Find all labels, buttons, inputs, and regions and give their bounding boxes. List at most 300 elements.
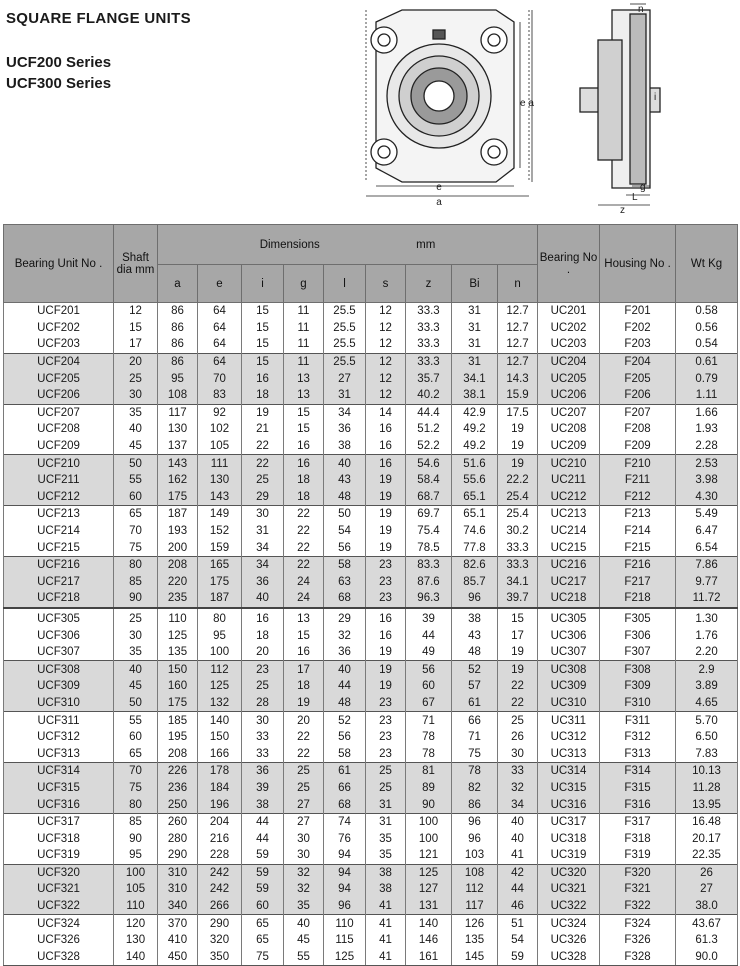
table-cell: 20 [114,353,158,370]
table-cell: 150 [158,661,198,678]
table-cell: UC209 [538,438,600,455]
table-cell: UC320 [538,864,600,881]
table-cell: 236 [158,780,198,797]
table-cell: F306 [600,627,676,644]
table-cell: 30 [114,387,158,404]
table-cell: 74.6 [452,523,498,540]
table-cell: 15 [284,404,324,421]
table-cell: 59 [242,881,284,898]
table-cell: 42.9 [452,404,498,421]
table-cell: 30 [284,830,324,847]
table-cell: 410 [158,932,198,949]
table-row [4,830,738,847]
table-cell: UC216 [538,556,600,573]
table-cell: 69.7 [406,506,452,523]
table-cell: 7.83 [676,745,738,762]
table-cell: 1.11 [676,387,738,404]
table-cell: 40.2 [406,387,452,404]
table-cell: 44 [242,830,284,847]
table-cell: 31 [324,387,366,404]
table-cell: 31 [366,796,406,813]
table-cell: F316 [600,796,676,813]
table-cell: UC328 [538,949,600,966]
table-cell: F211 [600,472,676,489]
table-cell: UCF324 [4,915,114,932]
table-cell: 0.61 [676,353,738,370]
table-cell: 70 [114,523,158,540]
table-cell: 290 [158,847,198,864]
table-cell: 19 [498,438,538,455]
table-cell: 70 [114,763,158,780]
table-cell: 126 [452,915,498,932]
table-cell: UC322 [538,898,600,915]
table-row [4,864,738,881]
table-cell: 58 [324,556,366,573]
table-cell: 290 [198,915,242,932]
table-cell: UC201 [538,303,600,320]
table-cell: 58.4 [406,472,452,489]
table-cell: 32 [324,627,366,644]
table-cell: 38 [366,881,406,898]
table-cell: 34 [242,556,284,573]
table-cell: 1.93 [676,421,738,438]
bolt-hole-bl [371,139,397,165]
table-cell: 41 [366,949,406,966]
table-cell: 130 [198,472,242,489]
table-cell: 25 [114,608,158,628]
table-cell: 92 [198,404,242,421]
table-cell: 43.67 [676,915,738,932]
table-cell: 105 [198,438,242,455]
table-cell: 121 [406,847,452,864]
table-row [4,303,738,320]
table-cell: 15 [242,320,284,337]
table-cell: 90.0 [676,949,738,966]
table-cell: F320 [600,864,676,881]
table-cell: 19 [498,421,538,438]
table-cell: 166 [198,745,242,762]
dim-label-i: i [654,92,657,103]
front-view-drawing [354,0,544,210]
table-row [4,370,738,387]
table-row [4,421,738,438]
table-cell: 90 [406,796,452,813]
table-cell: 12 [366,370,406,387]
table-cell: 2.53 [676,455,738,472]
table-cell: UCF212 [4,489,114,506]
table-cell: 85 [114,813,158,830]
table-cell: 55 [284,949,324,966]
table-cell: 117 [452,898,498,915]
table-cell: 45 [114,678,158,695]
table-cell: 27 [284,813,324,830]
table-cell: F309 [600,678,676,695]
table-cell: 31 [452,353,498,370]
table-cell: 14.3 [498,370,538,387]
table-cell: 27 [284,796,324,813]
table-cell: 18 [242,387,284,404]
table-cell: 12 [366,320,406,337]
table-cell: UCF201 [4,303,114,320]
header-dim-a: a [158,265,198,303]
table-row [4,745,738,762]
table-cell: 137 [158,438,198,455]
table-cell: 15 [498,608,538,628]
table-cell: 51.2 [406,421,452,438]
table-cell: 96 [452,590,498,608]
table-cell: 30 [242,712,284,729]
table-cell: 86 [158,353,198,370]
table-row [4,695,738,712]
table-cell: 25 [242,472,284,489]
table-cell: UC211 [538,472,600,489]
table-cell: 60 [114,729,158,746]
table-cell: 34.1 [498,574,538,591]
table-cell: 16 [366,608,406,628]
table-cell: 22 [284,539,324,556]
table-cell: 56 [406,661,452,678]
table-cell: 105 [114,881,158,898]
table-cell: F312 [600,729,676,746]
table-cell: 22.35 [676,847,738,864]
table-cell: UC205 [538,370,600,387]
table-cell: 27 [324,370,366,387]
table-cell: 185 [158,712,198,729]
table-cell: 54 [498,932,538,949]
table-cell: 18 [242,627,284,644]
header-dim-n: n [498,265,538,303]
table-cell: 45 [284,932,324,949]
table-cell: UCF308 [4,661,114,678]
table-cell: 43 [452,627,498,644]
table-cell: 40 [498,813,538,830]
table-cell: 175 [158,695,198,712]
table-cell: 45 [114,438,158,455]
table-cell: 60 [242,898,284,915]
table-cell: 175 [158,489,198,506]
table-cell: 108 [158,387,198,404]
dimensions-label: Dimensions [259,238,320,251]
table-cell: 14 [366,404,406,421]
table-cell: 42 [498,864,538,881]
table-cell: 13 [284,387,324,404]
table-cell: 33 [242,745,284,762]
table-cell: 159 [198,539,242,556]
table-cell: 15 [242,336,284,353]
table-cell: 68.7 [406,489,452,506]
table-cell: 19 [366,661,406,678]
table-cell: 66 [452,712,498,729]
table-cell: 6.50 [676,729,738,746]
table-cell: UC318 [538,830,600,847]
table-cell: 60 [114,489,158,506]
table-cell: 82 [452,780,498,797]
table-cell: 40 [242,590,284,608]
table-row [4,472,738,489]
table-cell: 70 [198,370,242,387]
table-cell: 25.4 [498,506,538,523]
table-cell: 0.54 [676,336,738,353]
table-cell: 81 [406,763,452,780]
table-cell: 36 [242,574,284,591]
table-cell: 86 [158,336,198,353]
table-cell: 22 [284,523,324,540]
header-bearing-unit: Bearing Unit No . [4,225,114,303]
table-cell: 100 [406,813,452,830]
table-cell: 11.72 [676,590,738,608]
table-cell: F314 [600,763,676,780]
table-cell: 95 [158,370,198,387]
dim-label-L: L [632,192,638,203]
table-row [4,336,738,353]
table-cell: 55 [114,712,158,729]
table-cell: 161 [406,949,452,966]
table-cell: 220 [158,574,198,591]
table-cell: 32 [284,864,324,881]
table-cell: 35.7 [406,370,452,387]
table-cell: 44 [324,678,366,695]
header-wt: Wt Kg [676,225,738,303]
dim-label-g: g [640,182,646,193]
table-cell: 41 [366,932,406,949]
table-cell: 260 [158,813,198,830]
table-cell: 24 [284,590,324,608]
table-cell: 40 [114,421,158,438]
table-cell: 80 [198,608,242,628]
header-dim-bi: Bi [452,265,498,303]
table-cell: UC315 [538,780,600,797]
table-cell: F214 [600,523,676,540]
table-cell: 16 [242,608,284,628]
table-cell: 65 [242,932,284,949]
table-cell: 46 [498,898,538,915]
table-row [4,489,738,506]
table-cell: 5.70 [676,712,738,729]
table-cell: 131 [406,898,452,915]
table-row [4,627,738,644]
table-cell: 350 [198,949,242,966]
table-cell: 87.6 [406,574,452,591]
table-cell: 9.77 [676,574,738,591]
table-cell: 13 [284,608,324,628]
table-cell: 10.13 [676,763,738,780]
table-cell: 35 [114,404,158,421]
table-cell: 127 [406,881,452,898]
table-row [4,455,738,472]
table-cell: 40 [284,915,324,932]
table-cell: 60 [406,678,452,695]
table-cell: 26 [498,729,538,746]
table-cell: 44.4 [406,404,452,421]
table-cell: 64 [198,336,242,353]
table-cell: 40 [498,830,538,847]
table-row [4,539,738,556]
table-cell: 110 [158,608,198,628]
table-cell: 15 [242,353,284,370]
table-cell: F317 [600,813,676,830]
table-cell: 86 [452,796,498,813]
table-cell: F319 [600,847,676,864]
table-cell: 35 [366,847,406,864]
table-cell: 44 [406,627,452,644]
table-cell: 149 [198,506,242,523]
table-cell: 75 [242,949,284,966]
table-cell: 19 [498,455,538,472]
table-cell: UC305 [538,608,600,628]
header-shaft-dia: Shaft dia mm [114,225,158,303]
header-housing-no: Housing No . [600,225,676,303]
table-cell: UCF217 [4,574,114,591]
table-cell: 6.47 [676,523,738,540]
dim-label-ea: e a [520,98,534,109]
table-cell: 19 [284,695,324,712]
table-cell: UC316 [538,796,600,813]
table-row [4,404,738,421]
table-cell: 96.3 [406,590,452,608]
table-cell: 108 [452,864,498,881]
table-cell: 162 [158,472,198,489]
dim-label-z: z [620,205,625,216]
table-cell: 56 [324,729,366,746]
table-cell: UC321 [538,881,600,898]
table-cell: 33 [498,763,538,780]
table-cell: 208 [158,745,198,762]
table-cell: F216 [600,556,676,573]
table-cell: 25 [366,763,406,780]
table-cell: UCF319 [4,847,114,864]
table-cell: 25.5 [324,353,366,370]
table-cell: UCF305 [4,608,114,628]
table-cell: UC213 [538,506,600,523]
table-cell: 20 [242,644,284,661]
table-cell: 38 [366,864,406,881]
table-cell: 0.56 [676,320,738,337]
table-cell: 23 [366,729,406,746]
table-cell: UCF306 [4,627,114,644]
table-cell: 20.17 [676,830,738,847]
table-cell: 21 [242,421,284,438]
table-cell: 12 [366,353,406,370]
table-cell: UCF206 [4,387,114,404]
table-cell: UC319 [538,847,600,864]
table-cell: 15 [284,421,324,438]
table-cell: UCF207 [4,404,114,421]
table-cell: 11 [284,336,324,353]
table-cell: 18 [284,489,324,506]
table-cell: UC326 [538,932,600,949]
table-cell: 25 [284,780,324,797]
table-cell: 75.4 [406,523,452,540]
table-cell: 178 [198,763,242,780]
table-cell: 48 [452,644,498,661]
table-cell: 250 [158,796,198,813]
table-cell: 235 [158,590,198,608]
table-cell: 16 [284,644,324,661]
header-dim-z: z [406,265,452,303]
table-cell: 33.3 [498,556,538,573]
table-cell: 132 [198,695,242,712]
table-cell: 41 [366,898,406,915]
table-cell: 25.5 [324,320,366,337]
table-cell: F322 [600,898,676,915]
table-cell: 36 [324,421,366,438]
table-cell: 15 [284,627,324,644]
table-row [4,661,738,678]
header-dim-l: l [324,265,366,303]
table-row [4,898,738,915]
table-cell: 82.6 [452,556,498,573]
table-cell: UCF209 [4,438,114,455]
table-cell: 15.9 [498,387,538,404]
table-cell: 80 [114,796,158,813]
table-cell: 15 [114,320,158,337]
table-cell: 80 [114,556,158,573]
table-row [4,932,738,949]
table-cell: 216 [198,830,242,847]
table-cell: 64 [198,303,242,320]
table-cell: 52 [452,661,498,678]
table-cell: UCF216 [4,556,114,573]
table-cell: F205 [600,370,676,387]
table-cell: 61 [452,695,498,712]
table-cell: 56 [324,539,366,556]
table-cell: UC208 [538,421,600,438]
table-cell: UCF307 [4,644,114,661]
table-cell: 35 [114,644,158,661]
table-cell: 208 [158,556,198,573]
table-cell: 23 [366,590,406,608]
table-cell: 77.8 [452,539,498,556]
table-cell: 64 [198,320,242,337]
table-cell: 40 [114,661,158,678]
table-cell: 22 [498,695,538,712]
table-row [4,574,738,591]
table-cell: 51 [498,915,538,932]
header-dim-s: s [366,265,406,303]
table-cell: UC308 [538,661,600,678]
table-cell: 7.86 [676,556,738,573]
table-cell: 83 [198,387,242,404]
table-cell: 19 [366,539,406,556]
table-cell: 22 [284,729,324,746]
header-dimensions [158,225,538,265]
table-cell: 12.7 [498,353,538,370]
table-cell: 242 [198,881,242,898]
table-cell: 0.79 [676,370,738,387]
table-cell: F305 [600,608,676,628]
table-cell: 19 [366,506,406,523]
table-cell: UC214 [538,523,600,540]
table-cell: F207 [600,404,676,421]
table-cell: 140 [198,712,242,729]
table-cell: UCF326 [4,932,114,949]
table-cell: 30 [242,506,284,523]
table-cell: 17 [284,661,324,678]
table-cell: UC210 [538,455,600,472]
table-cell: F206 [600,387,676,404]
table-cell: 33.3 [406,353,452,370]
table-cell: 49.2 [452,421,498,438]
header-dim-g: g [284,265,324,303]
table-cell: 51.6 [452,455,498,472]
table-cell: 25.4 [498,489,538,506]
table-cell: 20 [284,712,324,729]
table-cell: 16 [284,455,324,472]
table-cell: 64 [198,353,242,370]
table-cell: 33 [242,729,284,746]
table-cell: UC203 [538,336,600,353]
dimensions-table-container [3,224,737,966]
